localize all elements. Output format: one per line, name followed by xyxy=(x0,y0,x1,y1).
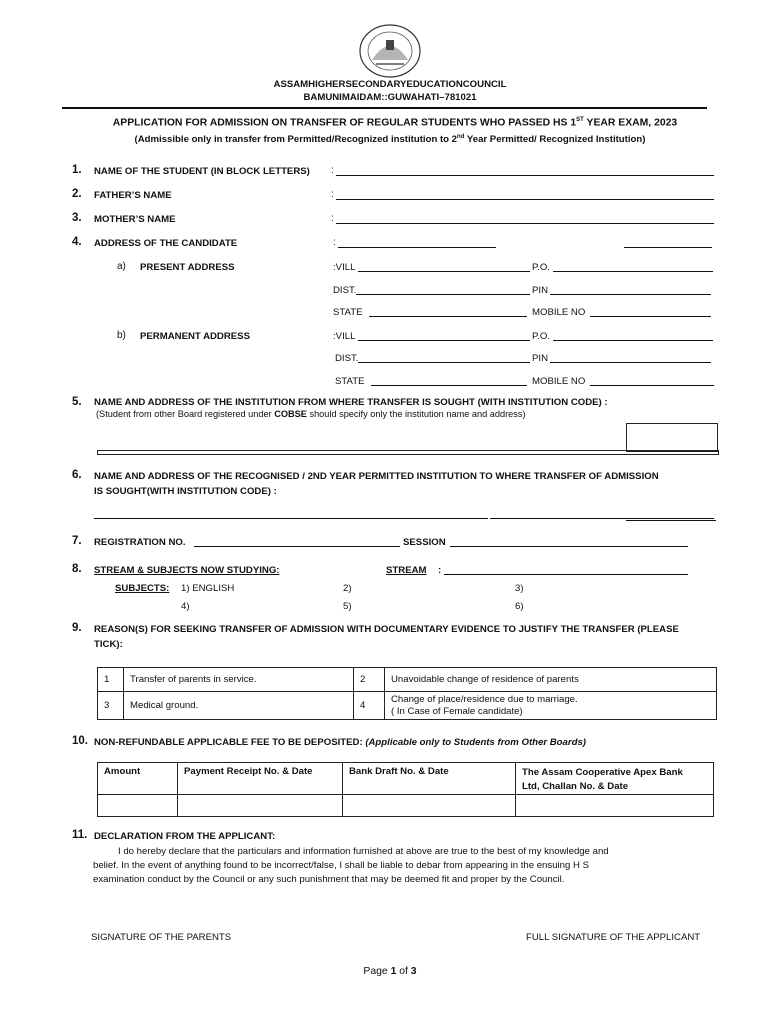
source-institution-label: NAME AND ADDRESS OF THE INSTITUTION FROM WHERE TRANSFER IS SOUGHT (WITH INSTITUTION CODE) : xyxy=(94,397,608,408)
subject-4: 4) xyxy=(181,601,190,612)
present-address-label: PRESENT ADDRESS xyxy=(140,262,235,273)
present-state-field[interactable] xyxy=(369,316,527,317)
reason-1-number[interactable]: 1 xyxy=(98,668,124,692)
institution-code-box[interactable] xyxy=(626,423,718,452)
present-po-field[interactable] xyxy=(553,271,713,272)
fee-amount-header: Amount xyxy=(98,763,178,795)
fee-challan-cell[interactable] xyxy=(516,795,714,817)
q2-colon: : xyxy=(331,189,334,200)
registration-label: REGISTRATION NO. xyxy=(94,537,186,548)
permanent-dist-label: DIST. xyxy=(335,353,359,364)
present-mobile-label: MOBILE NO xyxy=(532,307,586,318)
permanent-pin-field[interactable] xyxy=(550,362,711,363)
q1-colon: : xyxy=(331,165,334,176)
reasons-table xyxy=(97,667,717,720)
present-po-label: P.O. xyxy=(532,262,550,273)
present-state-label: STATE xyxy=(333,307,363,318)
declaration-line-3: examination conduct by the Council or any such punishment that may be deemed fit and proper by the Council. xyxy=(93,874,565,885)
student-name-label: NAME OF THE STUDENT (IN BLOCK LETTERS) xyxy=(94,166,310,177)
subject-1: 1) ENGLISH xyxy=(181,583,235,594)
stream-subjects-label: STREAM & SUBJECTS NOW STUDYING: xyxy=(94,565,280,576)
session-label: SESSION xyxy=(403,537,446,548)
reason-label-line2: TICK): xyxy=(94,639,123,650)
mother-name-label: MOTHER’S NAME xyxy=(94,214,176,225)
present-dist-label: DIST. xyxy=(333,285,357,296)
header-rule xyxy=(62,107,707,109)
present-pin-field[interactable] xyxy=(550,294,711,295)
present-vill-field[interactable] xyxy=(358,271,530,272)
stream-colon: : xyxy=(438,565,442,576)
council-seal xyxy=(358,24,422,78)
q3-colon: : xyxy=(331,213,334,224)
present-address-index: a) xyxy=(117,261,126,272)
q4-colon: : xyxy=(333,237,336,248)
student-name-field[interactable] xyxy=(336,175,714,176)
reason-label-line1: REASON(S) FOR SEEKING TRANSFER OF ADMISSION WITH DOCUMENTARY EVIDENCE TO JUSTIFY THE TRANSFER (PLEASE xyxy=(94,624,679,635)
fee-table xyxy=(97,762,714,817)
fee-amount-cell[interactable] xyxy=(98,795,178,817)
target-institution-label-line1: NAME AND ADDRESS OF THE RECOGNISED / 2ND YEAR PERMITTED INSTITUTION TO WHERE TRANSFER OF ADMISSION xyxy=(94,471,659,482)
target-institution-field-a[interactable] xyxy=(94,518,488,519)
q5-number: 5. xyxy=(72,396,82,408)
permanent-mobile-field[interactable] xyxy=(590,385,714,386)
fee-receipt-header: Payment Receipt No. & Date xyxy=(178,763,343,795)
page-number: Page 1 of 3 xyxy=(363,966,417,977)
reason-4-text: Change of place/residence due to marriage. ( In Case of Female candidate) xyxy=(385,692,717,720)
declaration-label: DECLARATION FROM THE APPLICANT: xyxy=(94,831,276,842)
target-institution-label-line2: IS SOUGHT(WITH INSTITUTION CODE) : xyxy=(94,486,277,497)
permanent-po-label: P.O. xyxy=(532,331,550,342)
declaration-line-1: I do hereby declare that the particulars and information furnished at above are true to the best of my knowledge and xyxy=(118,846,609,857)
subject-2: 2) xyxy=(343,583,352,594)
father-name-label: FATHER’S NAME xyxy=(94,190,172,201)
permanent-pin-label: PIN xyxy=(532,353,548,364)
reason-row xyxy=(98,692,717,720)
permanent-dist-field[interactable] xyxy=(358,362,530,363)
mother-name-field[interactable] xyxy=(336,223,714,224)
permanent-po-field[interactable] xyxy=(553,340,713,341)
fee-receipt-cell[interactable] xyxy=(178,795,343,817)
father-name-field[interactable] xyxy=(336,199,714,200)
applicant-signature-label: FULL SIGNATURE OF THE APPLICANT xyxy=(526,932,701,943)
reason-3-number[interactable]: 3 xyxy=(98,692,124,720)
form-subtitle: (Admissible only in transfer from Permitted/Recognized institution to 2nd Year Permitted/ Recognized Institution) xyxy=(134,134,646,146)
q4-number: 4. xyxy=(72,236,82,248)
permanent-mobile-label: MOBILE NO xyxy=(532,376,586,387)
q3-number: 3. xyxy=(72,212,82,224)
reason-1-text: Transfer of parents in service. xyxy=(124,668,354,692)
q8-number: 8. xyxy=(72,563,82,575)
target-institution-field-b[interactable] xyxy=(490,518,714,519)
fee-draft-header: Bank Draft No. & Date xyxy=(343,763,516,795)
form-title: APPLICATION FOR ADMISSION ON TRANSFER OF REGULAR STUDENTS WHO PASSED HS 1ST YEAR EXAM, 2023 xyxy=(112,117,678,129)
q11-number: 11. xyxy=(72,829,88,841)
registration-field[interactable] xyxy=(194,546,400,547)
reason-2-text: Unavoidable change of residence of parents xyxy=(385,668,717,692)
q6-number: 6. xyxy=(72,469,82,481)
fee-entry-row xyxy=(98,795,714,817)
stream-label: STREAM xyxy=(386,565,427,576)
permanent-vill-field[interactable] xyxy=(358,340,530,341)
q2-number: 2. xyxy=(72,188,82,200)
permanent-address-index: b) xyxy=(117,330,126,341)
subject-6: 6) xyxy=(515,601,524,612)
parents-signature-label: SIGNATURE OF THE PARENTS xyxy=(91,932,232,943)
present-vill-label: :VILL xyxy=(333,262,356,273)
stream-field[interactable] xyxy=(444,574,688,575)
address-field-b[interactable] xyxy=(624,247,712,248)
target-institution-code-field[interactable] xyxy=(626,520,716,521)
council-name: ASSAMHIGHERSECONDARYEDUCATIONCOUNCIL xyxy=(273,79,507,90)
reason-row xyxy=(98,668,717,692)
permanent-address-label: PERMANENT ADDRESS xyxy=(140,331,250,342)
fee-challan-header: The Assam Cooperative Apex Bank Ltd, Challan No. & Date xyxy=(516,763,714,795)
q7-number: 7. xyxy=(72,535,82,547)
subject-3: 3) xyxy=(515,583,524,594)
permanent-vill-label: :VILL xyxy=(333,331,356,342)
fee-label: NON-REFUNDABLE APPLICABLE FEE TO BE DEPOSITED: (Applicable only to Students from Other Boards) xyxy=(94,737,586,748)
q9-number: 9. xyxy=(72,622,82,634)
permanent-state-field[interactable] xyxy=(371,385,527,386)
address-field-a[interactable] xyxy=(338,247,496,248)
q1-number: 1. xyxy=(72,164,82,176)
subject-5: 5) xyxy=(343,601,352,612)
present-pin-label: PIN xyxy=(532,285,548,296)
subjects-label: SUBJECTS: xyxy=(115,583,170,594)
fee-draft-cell[interactable] xyxy=(343,795,516,817)
reason-4-number[interactable]: 4 xyxy=(354,692,385,720)
present-dist-field[interactable] xyxy=(356,294,530,295)
declaration-line-2: belief. In the event of anything found to be incorrect/false, I shall be liable to debar from appearing in the ensuing H S xyxy=(93,860,589,871)
permanent-state-label: STATE xyxy=(335,376,365,387)
source-institution-note: (Student from other Board registered under COBSE should specify only the institution name and address) xyxy=(96,409,526,419)
session-field[interactable] xyxy=(450,546,688,547)
present-mobile-field[interactable] xyxy=(590,316,711,317)
q10-number: 10. xyxy=(72,735,88,747)
reason-2-number[interactable]: 2 xyxy=(354,668,385,692)
address-label: ADDRESS OF THE CANDIDATE xyxy=(94,238,238,249)
fee-header-row xyxy=(98,763,714,795)
reason-3-text: Medical ground. xyxy=(124,692,354,720)
council-address: BAMUNIMAIDAM::GUWAHATI–781021 xyxy=(303,92,477,103)
